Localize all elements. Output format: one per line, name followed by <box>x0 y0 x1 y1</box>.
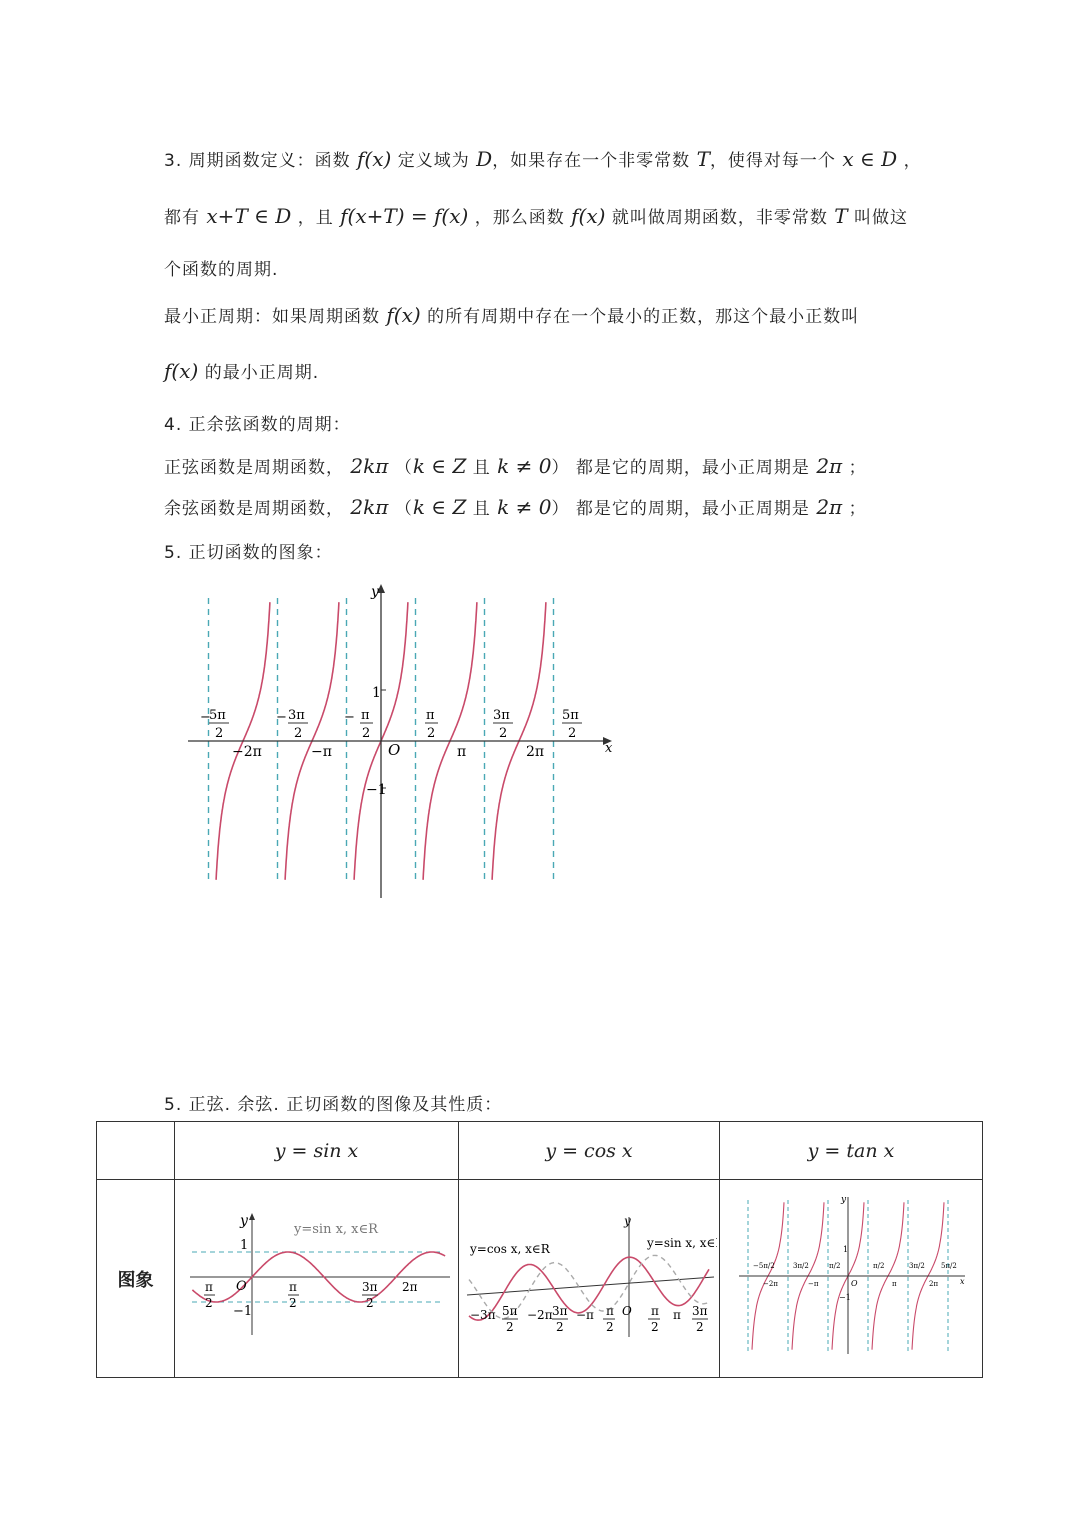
svg-text:π: π <box>672 1307 681 1322</box>
header-cos: y = cos x <box>459 1122 720 1180</box>
cos-graph <box>462 1207 717 1347</box>
tick-label-neg-pi: −π <box>311 744 332 760</box>
svg-text:π: π <box>892 1279 897 1288</box>
svg-text:−π: −π <box>808 1279 819 1288</box>
svg-text:2: 2 <box>505 1319 514 1334</box>
svg-text:2: 2 <box>427 726 436 741</box>
svg-text:3π/2: 3π/2 <box>909 1261 925 1270</box>
svg-text:−2π: −2π <box>763 1279 778 1288</box>
tick-label-5pi-2 <box>562 708 582 741</box>
periodic-equation: f(x+T) = f(x) <box>340 204 469 228</box>
svg-text:y: y <box>623 1213 631 1228</box>
tick-label-neg-2pi: −2π <box>232 744 262 760</box>
tick-label-neg-3pi-2 <box>276 708 308 741</box>
sin-tick-2pi: 2π <box>401 1279 418 1294</box>
sin-period-line: 正弦函数是周期函数， 2kπ （k ∈ Z 且 k ≠ 0） 都是它的周期，最小正周期是 2π ； <box>164 454 867 478</box>
svg-text:x: x <box>960 1276 965 1286</box>
y-axis-label: y <box>371 584 379 600</box>
svg-text:5π: 5π <box>209 708 226 723</box>
svg-text:2: 2 <box>365 1295 374 1310</box>
svg-text:2: 2 <box>650 1319 659 1334</box>
svg-text:2: 2 <box>555 1319 564 1334</box>
svg-text:2: 2 <box>568 726 577 741</box>
cos-period-line: 余弦函数是周期函数， 2kπ （k ∈ Z 且 k ≠ 0） 都是它的周期，最小正周期是 2π ； <box>164 495 867 519</box>
svg-text:2: 2 <box>499 726 508 741</box>
svg-text:2π: 2π <box>929 1279 939 1288</box>
svg-text:−2π: −2π <box>526 1307 553 1322</box>
sin-graph <box>182 1207 452 1347</box>
svg-text:O: O <box>851 1278 858 1288</box>
svg-text:−3π: −3π <box>469 1307 496 1322</box>
svg-text:3π: 3π <box>691 1303 708 1318</box>
svg-text:2: 2 <box>215 726 224 741</box>
tan-small-graph <box>731 1192 971 1362</box>
section4-title: 4. 正余弦函数的周期： <box>164 415 351 435</box>
svg-text:5π/2: 5π/2 <box>941 1261 957 1270</box>
svg-text:π: π <box>426 708 435 723</box>
section5b-title: 5. 正弦. 余弦. 正切函数的图像及其性质： <box>164 1095 503 1115</box>
svg-text:−: − <box>276 710 287 725</box>
svg-text:2: 2 <box>362 726 371 741</box>
x-axis-label: x <box>605 741 613 756</box>
sin-graph-cell <box>175 1180 459 1378</box>
fx-formula: f(x) <box>357 147 392 171</box>
cos-caption-sin: y=sin x, x∈R <box>646 1235 717 1250</box>
definition-line-1: 3. 周期函数定义：函数 f(x) 定义域为 D，如果存在一个非零常数 T，使得对每一个 x ∈ D ， <box>164 147 922 171</box>
header-corner <box>97 1122 175 1180</box>
tan-graph-cell <box>720 1180 983 1378</box>
sin-tick-3pi2: 3π <box>361 1279 378 1294</box>
tick-label-neg-pi-2 <box>344 708 373 741</box>
svg-text:2: 2 <box>695 1319 704 1334</box>
cos-caption: y=cos x, x∈R <box>469 1241 550 1256</box>
svg-text:π/2: π/2 <box>873 1261 885 1270</box>
definition-line-2: 都有 x+T ∈ D ，且 f(x+T) = f(x) ，那么函数 f(x) 就叫做周期函数，非零常数 T 叫做这 <box>164 204 908 228</box>
sin-caption: y=sin x, x∈R <box>293 1221 378 1237</box>
svg-text:−5π/2: −5π/2 <box>753 1261 775 1270</box>
sin-y-label: y <box>239 1212 248 1229</box>
sin-tick-pi2: π <box>288 1279 297 1294</box>
svg-text:O: O <box>621 1303 632 1318</box>
min-period-line-1: 最小正周期：如果周期函数 f(x) 的所有周期中存在一个最小的正数，那这个最小正数叫 <box>164 303 860 327</box>
definition-line-3: 个函数的周期. <box>164 260 279 280</box>
tick-label-pi-2 <box>425 708 438 741</box>
tick-label-1: 1 <box>372 685 381 701</box>
svg-text:5π: 5π <box>501 1303 518 1318</box>
svg-text:−1: −1 <box>839 1292 851 1302</box>
sin-origin: O <box>235 1278 247 1294</box>
svg-text:1: 1 <box>843 1244 849 1254</box>
svg-text:π: π <box>361 708 370 723</box>
svg-text:−: − <box>200 710 211 725</box>
properties-table <box>96 1121 983 1378</box>
x-in-d-formula: x ∈ D <box>842 147 898 171</box>
svg-text:π: π <box>650 1303 659 1318</box>
svg-text:5π: 5π <box>562 708 579 723</box>
row-label-graph: 图象 <box>97 1180 175 1378</box>
x-plus-t-formula: x+T ∈ D <box>206 204 292 228</box>
section5-title: 5. 正切函数的图象： <box>164 543 333 563</box>
svg-text:π/2: π/2 <box>829 1261 841 1270</box>
svg-text:2: 2 <box>605 1319 614 1334</box>
tick-label-3pi-2 <box>493 708 513 741</box>
tick-label-neg-5pi-2 <box>200 708 229 741</box>
svg-text:3π/2: 3π/2 <box>793 1261 809 1270</box>
svg-text:−: − <box>344 710 355 725</box>
cos-graph-cell <box>459 1180 720 1378</box>
svg-text:π: π <box>605 1303 614 1318</box>
sin-tick-1: 1 <box>239 1237 248 1253</box>
svg-text:2: 2 <box>288 1295 297 1310</box>
tangent-graph <box>180 580 620 910</box>
svg-text:−π: −π <box>575 1307 594 1322</box>
tick-label-pi: π <box>457 744 467 760</box>
svg-text:2: 2 <box>204 1295 213 1310</box>
svg-text:3π: 3π <box>493 708 510 723</box>
tick-label-2pi: 2π <box>526 744 545 760</box>
origin-label: O <box>388 741 401 759</box>
svg-text:2: 2 <box>294 726 303 741</box>
svg-text:3π: 3π <box>288 708 305 723</box>
svg-text:y: y <box>841 1194 847 1205</box>
min-period-line-2: f(x) 的最小正周期. <box>164 359 320 383</box>
tick-label-neg1: −1 <box>366 782 387 798</box>
sin-tick-neg1: −1 <box>232 1303 252 1319</box>
header-sin: y = sin x <box>175 1122 459 1180</box>
sin-tick-neg-pi2: π <box>204 1279 213 1294</box>
header-tan: y = tan x <box>720 1122 983 1180</box>
svg-text:3π: 3π <box>551 1303 568 1318</box>
